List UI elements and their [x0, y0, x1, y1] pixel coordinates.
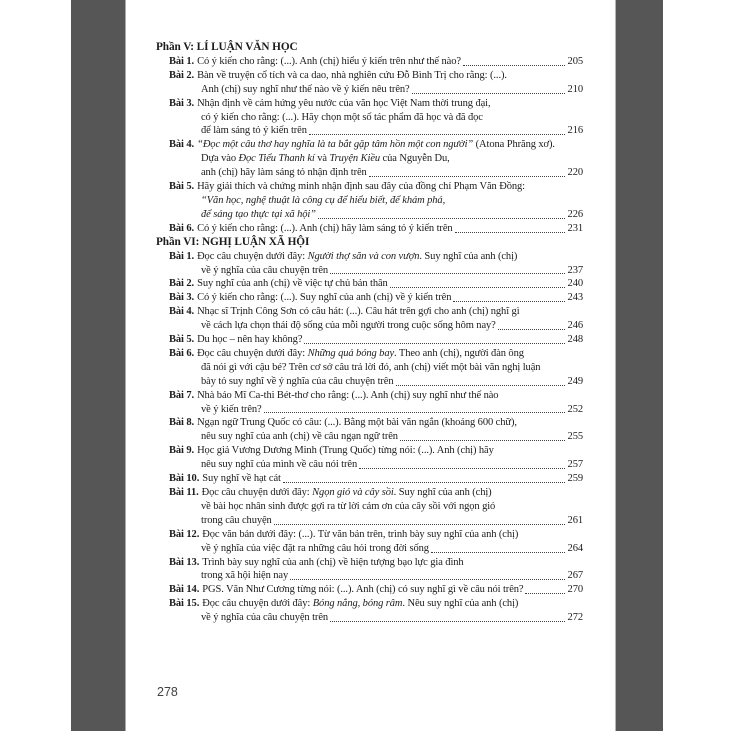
- entry-label: Bài 3.: [169, 97, 195, 109]
- dotted-leader: [412, 93, 565, 94]
- text-segment: Đọc văn bản dưới đây: (...). Từ văn bản trên, trình bày suy nghĩ của anh (chị): [202, 528, 519, 540]
- table-of-contents: [126, 0, 615, 625]
- toc-line: [169, 528, 583, 542]
- text-segment: . Suy nghĩ của anh (chị): [419, 250, 518, 262]
- text-segment: trong câu chuyện: [201, 514, 272, 526]
- toc-line: [169, 97, 583, 111]
- entry-label: Bài 8.: [169, 417, 195, 429]
- section-heading: Phần VI: NGHỊ LUẬN XÃ HỘI: [156, 235, 310, 248]
- entry-page-number: 216: [567, 125, 583, 137]
- text-segment: (Atona Phrăng xơ).: [473, 139, 555, 151]
- text-segment: Đọc câu chuyện dưới đây:: [197, 347, 308, 359]
- toc-entry: [156, 250, 583, 278]
- entry-label: Bài 1.: [169, 55, 195, 67]
- entry-text: [197, 69, 507, 83]
- text-segment: . Nêu suy nghĩ của anh (chị): [402, 598, 519, 610]
- entry-text: [201, 264, 328, 278]
- toc-line: [169, 347, 583, 361]
- text-segment: PGS. Văn Như Cương từng nói: (...). Anh (chị) có suy nghĩ gì về câu nói trên?: [202, 584, 524, 596]
- entry-page-number: 231: [567, 222, 583, 234]
- text-segment: Bóng nắng, bóng râm: [312, 598, 403, 610]
- entry-page-number: 246: [567, 320, 583, 332]
- entry-text: [197, 277, 388, 291]
- toc-entry: [156, 97, 583, 139]
- toc-line: [169, 138, 583, 152]
- toc-line: [169, 250, 583, 264]
- entry-page-number: 270: [567, 584, 583, 596]
- text-segment: Những quả bóng bay: [307, 347, 395, 359]
- text-segment: về ý nghĩa của câu chuyện trên: [201, 612, 329, 624]
- dotted-leader: [400, 440, 565, 441]
- text-segment: Anh (chị) suy nghĩ như thế nào về ý kiến nêu trên?: [201, 83, 410, 95]
- toc-entry: [156, 55, 583, 69]
- page-number: 278: [157, 685, 178, 699]
- toc-line: [169, 305, 583, 319]
- text-segment: nêu suy nghĩ của anh (chị) về câu ngạn ngữ trên: [201, 431, 398, 443]
- entry-text: [201, 569, 288, 583]
- entry-page-number: 205: [567, 55, 583, 67]
- entry-text: [201, 403, 262, 417]
- text-segment: Người thợ săn và con vượn: [307, 250, 420, 262]
- toc-line: [169, 514, 583, 528]
- text-segment: Suy nghĩ về hạt cát: [202, 473, 281, 485]
- toc-section: [156, 41, 583, 236]
- text-segment: và: [314, 153, 330, 165]
- dotted-leader: [264, 412, 565, 413]
- text-segment: Học giả Vương Dương Minh (Trung Quốc) từng nói: (...). Anh (chị) hãy: [197, 445, 494, 457]
- toc-line: [169, 569, 583, 583]
- entry-page-number: 210: [567, 83, 583, 95]
- entry-text: [197, 444, 494, 458]
- dotted-leader: [283, 482, 565, 483]
- dotted-leader: [330, 273, 565, 274]
- entry-label: Bài 13.: [169, 556, 200, 568]
- toc-entry: [156, 138, 583, 180]
- toc-line: [169, 472, 583, 486]
- entry-text: [202, 597, 518, 611]
- text-segment: Đọc Tiểu Thanh kí: [238, 153, 315, 165]
- text-segment: nêu suy nghĩ của mình về câu nói trên: [201, 459, 358, 471]
- text-segment: Bàn về truyện cổ tích và ca dao, nhà nghiên cứu Đỗ Bình Trị cho rằng: (...).: [197, 69, 507, 81]
- text-segment: trong xã hội hiện nay: [201, 570, 289, 582]
- entry-text: [201, 458, 357, 472]
- toc-line: [169, 55, 583, 69]
- text-segment: Có ý kiến cho rằng: (...). Anh (chị) hiểu ý kiến trên như thế nào?: [197, 55, 461, 67]
- toc-line: [169, 430, 583, 444]
- toc-entry: [156, 222, 583, 236]
- dotted-leader: [498, 329, 565, 330]
- text-segment: về ý nghĩa của câu chuyện trên: [201, 264, 329, 276]
- entry-label: Bài 10.: [169, 473, 200, 485]
- toc-line: [169, 375, 583, 389]
- entry-text: [197, 138, 555, 152]
- book-page: [126, 0, 615, 731]
- dotted-leader: [290, 579, 564, 580]
- section-heading: Phần V: LÍ LUẬN VĂN HỌC: [156, 41, 298, 53]
- toc-line: [169, 69, 583, 83]
- entry-text: [201, 124, 307, 138]
- entry-text: [201, 111, 483, 125]
- toc-line: [169, 180, 583, 194]
- toc-line: [169, 319, 583, 333]
- toc-entry: [156, 472, 583, 486]
- dotted-leader: [309, 134, 565, 135]
- dotted-leader: [318, 218, 565, 219]
- entry-text: [197, 97, 490, 111]
- text-segment: về ý kiến trên?: [201, 403, 262, 415]
- text-segment: về cách lựa chọn thái độ sống của mỗi người trong cuộc sống hôm nay?: [201, 320, 496, 332]
- entry-label: Bài 3.: [169, 292, 195, 304]
- toc-entry: [156, 486, 583, 528]
- toc-entry: [156, 333, 583, 347]
- dotted-leader: [525, 593, 564, 594]
- entry-text: [201, 166, 367, 180]
- entry-label: Bài 4.: [169, 306, 195, 318]
- toc-line: [169, 194, 583, 208]
- entry-label: Bài 12.: [169, 528, 200, 540]
- text-segment: về ý nghĩa của việc đặt ra những câu hỏi trong đời sống: [201, 542, 429, 554]
- entry-text: [201, 430, 398, 444]
- entry-page-number: 272: [567, 612, 583, 624]
- text-segment: về bài học nhân sinh được gợi ra từ lời cảm ơn của cây sồi với ngọn gió: [201, 500, 496, 512]
- text-segment: Nhà báo Mĩ Ca-thi Bét-thơ cho rằng: (...). Anh (chị) suy nghĩ như thế nào: [197, 389, 499, 401]
- text-segment: Trình bày suy nghĩ của anh (chị) về hiện tượng bạo lực gia đình: [202, 556, 464, 568]
- toc-line: [169, 444, 583, 458]
- entry-text: [201, 375, 394, 389]
- toc-entry: [156, 528, 583, 556]
- toc-line: [169, 166, 583, 180]
- toc-line: [169, 124, 583, 138]
- entry-page-number: 220: [567, 167, 583, 179]
- right-frame-bar: [615, 0, 663, 731]
- entry-page-number: 249: [567, 375, 583, 387]
- entry-text: [201, 83, 410, 97]
- entry-text: [197, 291, 451, 305]
- entry-page-number: 226: [567, 208, 583, 220]
- text-segment: Dựa vào: [201, 153, 239, 165]
- toc-entry: [156, 180, 583, 222]
- entry-label: Bài 9.: [169, 445, 195, 457]
- entry-text: [202, 528, 518, 542]
- toc-entry: [156, 444, 583, 472]
- entry-text: [197, 222, 452, 236]
- entry-text: [197, 347, 524, 361]
- entry-text: [201, 208, 316, 222]
- entry-text: [197, 305, 519, 319]
- entry-label: Bài 14.: [169, 584, 200, 596]
- toc-line: [169, 222, 583, 236]
- toc-line: [169, 277, 583, 291]
- toc-line: [169, 208, 583, 222]
- toc-entry: [156, 416, 583, 444]
- entry-text: [197, 55, 461, 69]
- entry-label: Bài 5.: [169, 181, 195, 193]
- toc-entry: [156, 291, 583, 305]
- entry-label: Bài 15.: [169, 598, 200, 610]
- entry-text: [202, 486, 492, 500]
- text-segment: Nhạc sĩ Trịnh Công Sơn có câu hát: (...). Câu hát trên gợi cho anh (chị) nghĩ gì: [197, 306, 520, 318]
- toc-line: [169, 152, 583, 166]
- toc-line: [169, 486, 583, 500]
- entry-label: Bài 2.: [169, 69, 195, 81]
- toc-line: [169, 556, 583, 570]
- entry-page-number: 257: [567, 459, 583, 471]
- text-segment: Đọc câu chuyện dưới đây:: [197, 250, 308, 262]
- toc-line: [169, 111, 583, 125]
- entry-page-number: 255: [567, 431, 583, 443]
- entry-text: [201, 361, 540, 375]
- toc-entry: [156, 277, 583, 291]
- entry-label: Bài 6.: [169, 222, 195, 234]
- toc-line: [169, 264, 583, 278]
- entry-text: [201, 514, 272, 528]
- toc-line: [169, 333, 583, 347]
- entry-page-number: 267: [567, 570, 583, 582]
- text-segment: có ý kiến cho rằng: (...). Hãy chọn một số tác phẩm đã học và đã đọc: [201, 111, 483, 123]
- toc-line: [169, 389, 583, 403]
- entry-page-number: 237: [567, 264, 583, 276]
- toc-line: [169, 403, 583, 417]
- dotted-leader: [431, 552, 565, 553]
- text-segment: Nhận định về cảm hứng yêu nước của văn học Việt Nam thời trung đại,: [197, 97, 491, 109]
- text-segment: “Văn học, nghệ thuật là công cụ để hiểu biết, để khám phá,: [201, 194, 446, 206]
- entry-text: [197, 333, 302, 347]
- dotted-leader: [455, 232, 565, 233]
- dotted-leader: [369, 176, 565, 177]
- toc-entry: [156, 69, 583, 97]
- text-segment: Có ý kiến cho rằng: (...). Suy nghĩ của anh (chị) về ý kiến trên: [197, 292, 452, 304]
- entry-label: Bài 7.: [169, 389, 195, 401]
- entry-text: [202, 556, 463, 570]
- toc-line: [169, 500, 583, 514]
- entry-text: [201, 194, 445, 208]
- left-frame-bar: [71, 0, 126, 731]
- text-segment: Ngạn ngữ Trung Quốc có câu: (...). Bằng một bài văn ngắn (khoảng 600 chữ),: [197, 417, 517, 429]
- text-segment: Truyện Kiều: [329, 153, 381, 165]
- dotted-leader: [396, 385, 565, 386]
- entry-label: Bài 2.: [169, 278, 195, 290]
- entry-text: [197, 389, 498, 403]
- toc-entry: [156, 556, 583, 584]
- toc-line: [169, 291, 583, 305]
- text-segment: Hãy giải thích và chứng minh nhận định sau đây của đồng chí Phạm Văn Đồng:: [197, 181, 525, 193]
- toc-line: [169, 542, 583, 556]
- entry-text: [197, 180, 525, 194]
- entry-text: [201, 542, 429, 556]
- dotted-leader: [359, 468, 564, 469]
- text-segment: Đọc câu chuyện dưới đây:: [201, 487, 313, 498]
- dotted-leader: [274, 524, 565, 525]
- entry-page-number: 259: [567, 473, 583, 485]
- entry-label: Bài 4.: [169, 139, 195, 151]
- toc-line: [169, 597, 583, 611]
- dotted-leader: [453, 301, 564, 302]
- text-segment: anh (chị) hãy làm sáng tỏ nhận định trên: [201, 167, 367, 179]
- entry-label: Bài 11.: [169, 487, 199, 498]
- toc-line: [169, 583, 583, 597]
- text-segment: của Nguyễn Du,: [380, 153, 450, 165]
- toc-entry: [156, 389, 583, 417]
- entry-label: Bài 6.: [169, 347, 195, 359]
- text-segment: để sáng tạo thực tại xã hội”: [201, 208, 316, 220]
- entry-text: [202, 583, 523, 597]
- text-segment: để làm sáng tỏ ý kiến trên: [201, 125, 307, 137]
- toc-line: [169, 83, 583, 97]
- text-segment: . Suy nghĩ của anh (chị): [393, 487, 492, 498]
- entry-text: [202, 472, 281, 486]
- toc-section: [156, 236, 583, 625]
- text-segment: Có ý kiến cho rằng: (...). Anh (chị) hãy làm sáng tỏ ý kiến trên: [197, 222, 453, 234]
- text-segment: bày tỏ suy nghĩ về ý nghĩa của câu chuyện trên: [201, 375, 394, 387]
- dotted-leader: [463, 65, 565, 66]
- toc-line: [169, 361, 583, 375]
- toc-line: [169, 611, 583, 625]
- entry-text: [201, 500, 495, 514]
- toc-entry: [156, 305, 583, 333]
- entry-page-number: 252: [567, 403, 583, 415]
- entry-label: Bài 5.: [169, 334, 195, 346]
- dotted-leader: [304, 343, 564, 344]
- text-segment: . Theo anh (chị), người đàn ông: [394, 347, 524, 359]
- entry-page-number: 240: [567, 278, 583, 290]
- text-segment: “Đọc một câu thơ hay nghĩa là ta bắt gặp tâm hồn một con người”: [197, 139, 474, 151]
- entry-page-number: 243: [567, 292, 583, 304]
- entry-page-number: 264: [567, 542, 583, 554]
- entry-text: [201, 152, 450, 166]
- toc-line: [169, 458, 583, 472]
- entry-text: [197, 250, 517, 264]
- text-segment: đã nói gì với cậu bé? Trên cơ sở câu trả lời đó, anh (chị) viết một bài văn nghị luận: [201, 361, 541, 373]
- toc-entry: [156, 597, 583, 625]
- text-segment: Suy nghĩ của anh (chị) về việc tự chủ bản thân: [197, 278, 388, 290]
- entry-page-number: 248: [567, 334, 583, 346]
- toc-line: [169, 416, 583, 430]
- dotted-leader: [390, 287, 565, 288]
- entry-label: Bài 1.: [169, 250, 195, 262]
- dotted-leader: [330, 621, 565, 622]
- toc-entry: [156, 583, 583, 597]
- text-segment: Ngọn gió và cây sồi: [312, 487, 394, 498]
- text-segment: Du học – nên hay không?: [197, 334, 303, 346]
- entry-text: [201, 319, 496, 333]
- toc-entry: [156, 347, 583, 389]
- entry-text: [201, 611, 328, 625]
- entry-page-number: 261: [567, 514, 583, 526]
- entry-text: [197, 416, 517, 430]
- text-segment: Đọc câu chuyện dưới đây:: [202, 598, 313, 610]
